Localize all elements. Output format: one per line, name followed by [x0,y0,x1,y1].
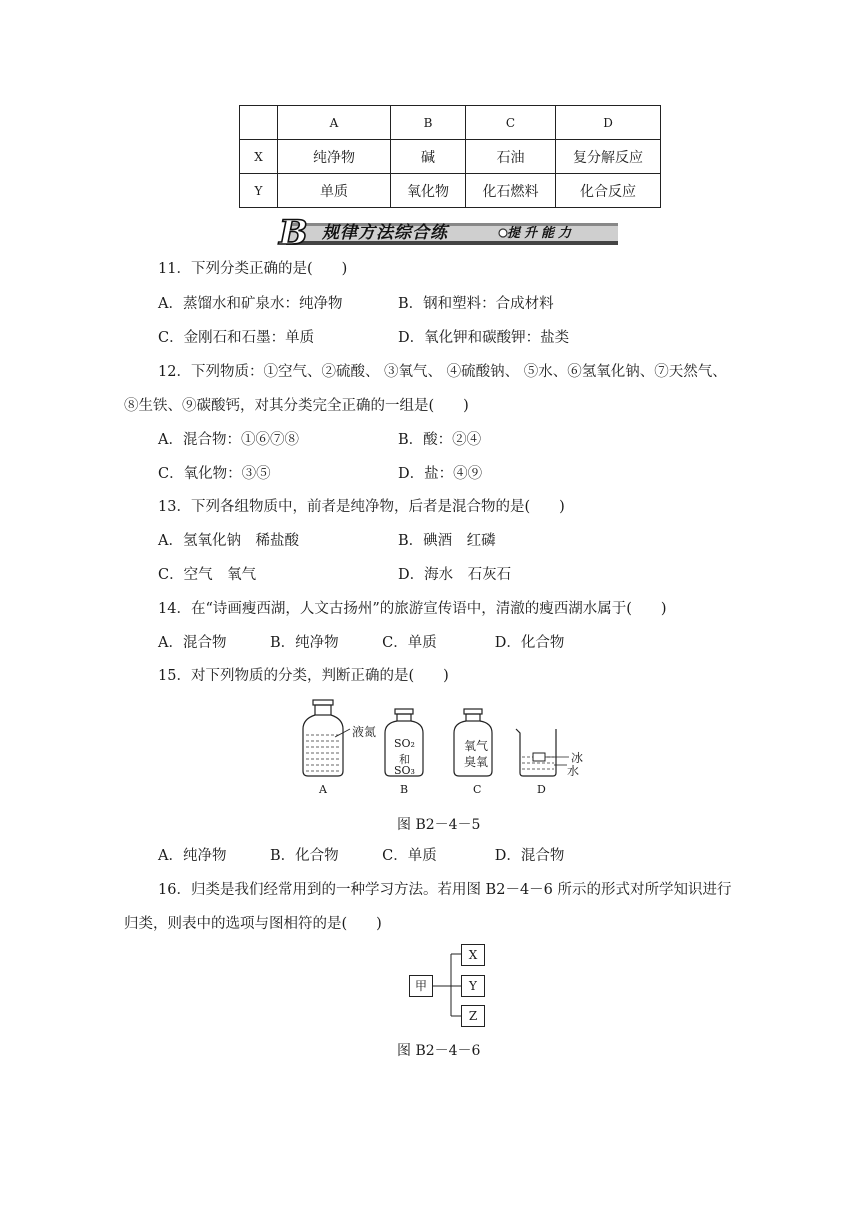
beaker-d-icon [516,729,569,776]
tree-node-y: Y [461,975,485,997]
question-11-option-a: A．蒸馏水和矿泉水：纯净物 [158,296,343,312]
banner-title: 规律方法综合练 [322,223,448,243]
bottle-c-label-line2: 臭氧 [464,755,489,769]
table-header-cell: D [556,106,661,140]
classification-table [239,105,661,208]
figure-letter-a: A [319,783,327,796]
bottles-figure [295,695,595,805]
table-cell: 化石燃料 [466,174,556,208]
question-11-option-c: C．金刚石和石墨：单质 [158,330,315,346]
table-header-row [240,106,661,140]
question-12-option-d: D．盐：④⑨ [398,466,483,482]
bottle-b-label-line3: SO₃ [394,764,415,777]
question-14-options: A．混合物 B．纯净物 C．单质 D．化合物 [158,635,565,651]
table-cell: X [240,140,278,174]
svg-text:B: B [279,213,308,251]
figure-letter-d: D [537,783,546,796]
table-cell: 复分解反应 [556,140,661,174]
question-13-option-b: B．碘酒 红磷 [398,533,496,549]
beaker-d-label-water: 水 [567,764,580,778]
table-header-cell: C [466,106,556,140]
question-14-stem: 14．在“诗画瘦西湖，人文古扬州”的旅游宣传语中，清澈的瘦西湖水属于( ) [158,601,667,617]
question-11-option-d: D．氧化钾和碳酸钾：盐类 [398,330,570,346]
table-cell: Y [240,174,278,208]
beaker-d-label-ice: 冰 [571,751,584,765]
question-12-option-a: A．混合物：①⑥⑦⑧ [158,432,299,448]
bottle-b-label-line1: SO₂ [394,737,415,750]
question-15-stem: 15．对下列物质的分类，判断正确的是( ) [158,668,449,684]
question-11-option-b: B．钢和塑料：合成材料 [398,296,554,312]
question-12-stem-line1: 12．下列物质：①空气、②硫酸、 ③氧气、 ④硫酸钠、 ⑤水、⑥氢氧化钠、⑦天然气、 [158,364,727,380]
tree-node-x: X [461,944,485,966]
question-15-options: A．纯净物 B．化合物 C．单质 D．混合物 [158,848,565,864]
question-13-option-c: C．空气 氧气 [158,567,257,583]
table-header-cell [240,106,278,140]
table-row [240,140,661,174]
question-13-stem: 13．下列各组物质中，前者是纯净物，后者是混合物的是( ) [158,499,565,515]
figure-caption-b2-4-5: 图 B2－4－5 [397,817,481,833]
question-12-stem-line2: ⑧生铁、⑨碳酸钙，对其分类完全正确的一组是( ) [124,398,469,414]
table-header-cell: B [391,106,466,140]
table-cell: 化合反应 [556,174,661,208]
figure-letter-b: B [400,783,409,796]
question-12-option-c: C．氧化物：③⑤ [158,466,271,482]
tree-root-box: 甲 [409,975,433,997]
table-cell: 石油 [466,140,556,174]
table-cell: 氧化物 [391,174,466,208]
bottle-b-label-line2: 和 [399,753,410,766]
question-11-stem: 11．下列分类正确的是( ) [158,261,348,277]
tree-node-z: Z [461,1005,485,1027]
question-13-option-d: D．海水 石灰石 [398,567,512,583]
table-cell: 纯净物 [278,140,391,174]
table-cell: 单质 [278,174,391,208]
table-row [240,174,661,208]
table-header-cell: A [278,106,391,140]
question-16-stem-line1: 16．归类是我们经常用到的一种学习方法。若用图 B2－4－6 所示的形式对所学知识进行 [158,882,732,898]
question-13-option-a: A．氢氧化钠 稀盐酸 [158,533,299,549]
bottle-a-label: 液氮 [352,725,377,739]
bottle-a-icon [303,700,350,776]
banner-subtitle: 提升能力 [507,226,576,241]
bottle-c-label-line1: 氧气 [464,739,489,753]
table-cell: 碱 [391,140,466,174]
b-logo-icon [278,213,308,251]
question-12-option-b: B．酸：②④ [398,432,482,448]
figure-caption-b2-4-6: 图 B2－4－6 [397,1043,481,1059]
question-16-stem-line2: 归类，则表中的选项与图相符的是( ) [124,916,382,932]
figure-letter-c: C [473,783,482,796]
